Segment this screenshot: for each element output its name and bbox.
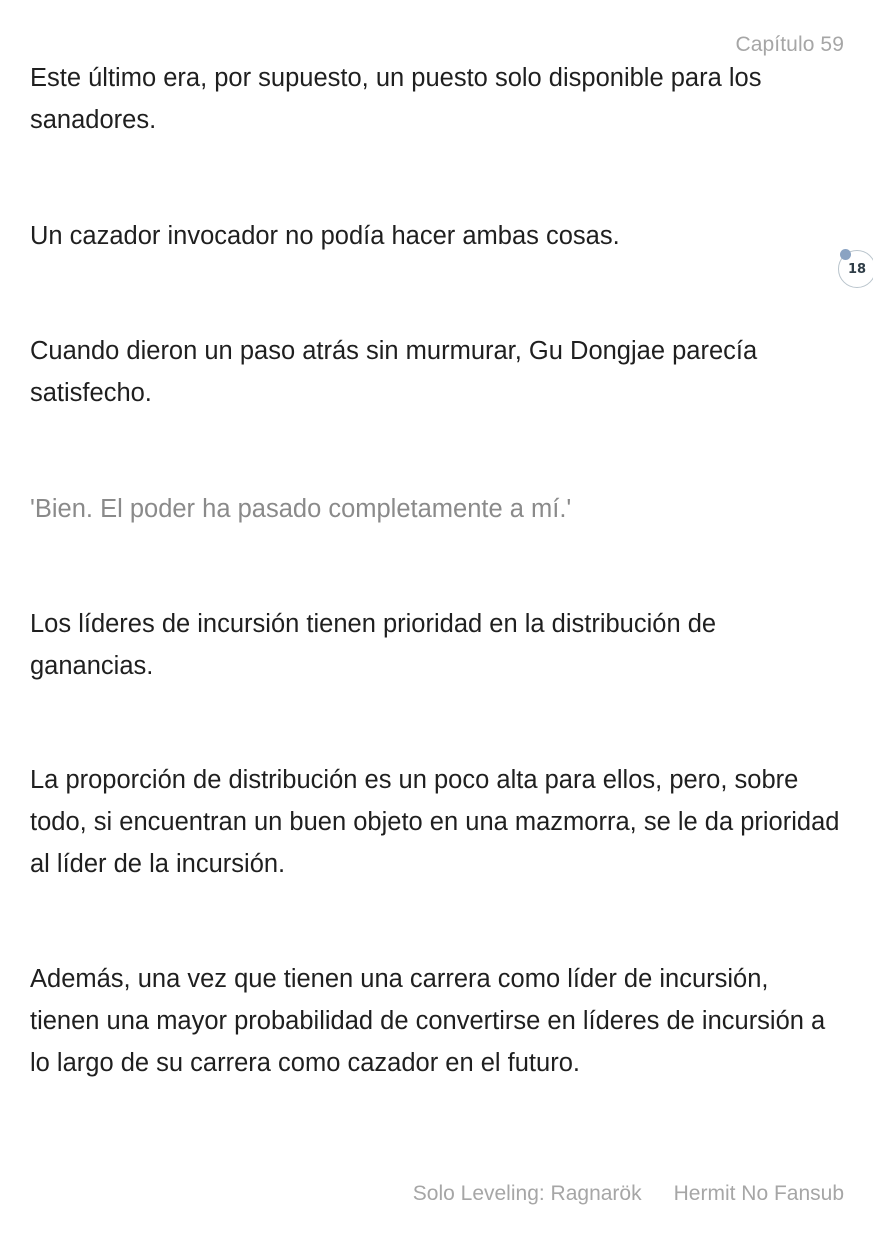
page-number: 18 <box>847 261 867 277</box>
paragraph-5: Los líderes de incursión tienen prioridad en la distribución de ganancias. <box>30 610 717 680</box>
page-footer <box>413 1182 844 1206</box>
paragraph-4-thought: 'Bien. El poder ha pasado completamente a mí.' <box>30 495 572 523</box>
book-title: Solo Leveling: Ragnarök <box>412 1182 642 1205</box>
chapter-label: Capítulo 59 <box>735 33 844 56</box>
paragraph-6: La proporción de distribución es un poco alta para ellos, pero, sobre todo, si encuentran un buen objeto en una mazmorra, se le da prioridad al líder de la incursión. <box>30 766 840 878</box>
paragraph-1: Este último era, por supuesto, un puesto solo disponible para los sanadores. <box>30 64 762 134</box>
paragraph-2: Un cazador invocador no podía hacer ambas cosas. <box>30 222 620 250</box>
paragraph-7: Además, una vez que tienen una carrera como líder de incursión, tienen una mayor probabilidad de convertirse en líderes de incursión a lo largo de su carrera como cazador en el futuro. <box>30 965 826 1077</box>
paragraph-3: Cuando dieron un paso atrás sin murmurar, Gu Dongjae parecía satisfecho. <box>30 337 758 407</box>
translator-credit: Hermit No Fansub <box>673 1182 844 1205</box>
